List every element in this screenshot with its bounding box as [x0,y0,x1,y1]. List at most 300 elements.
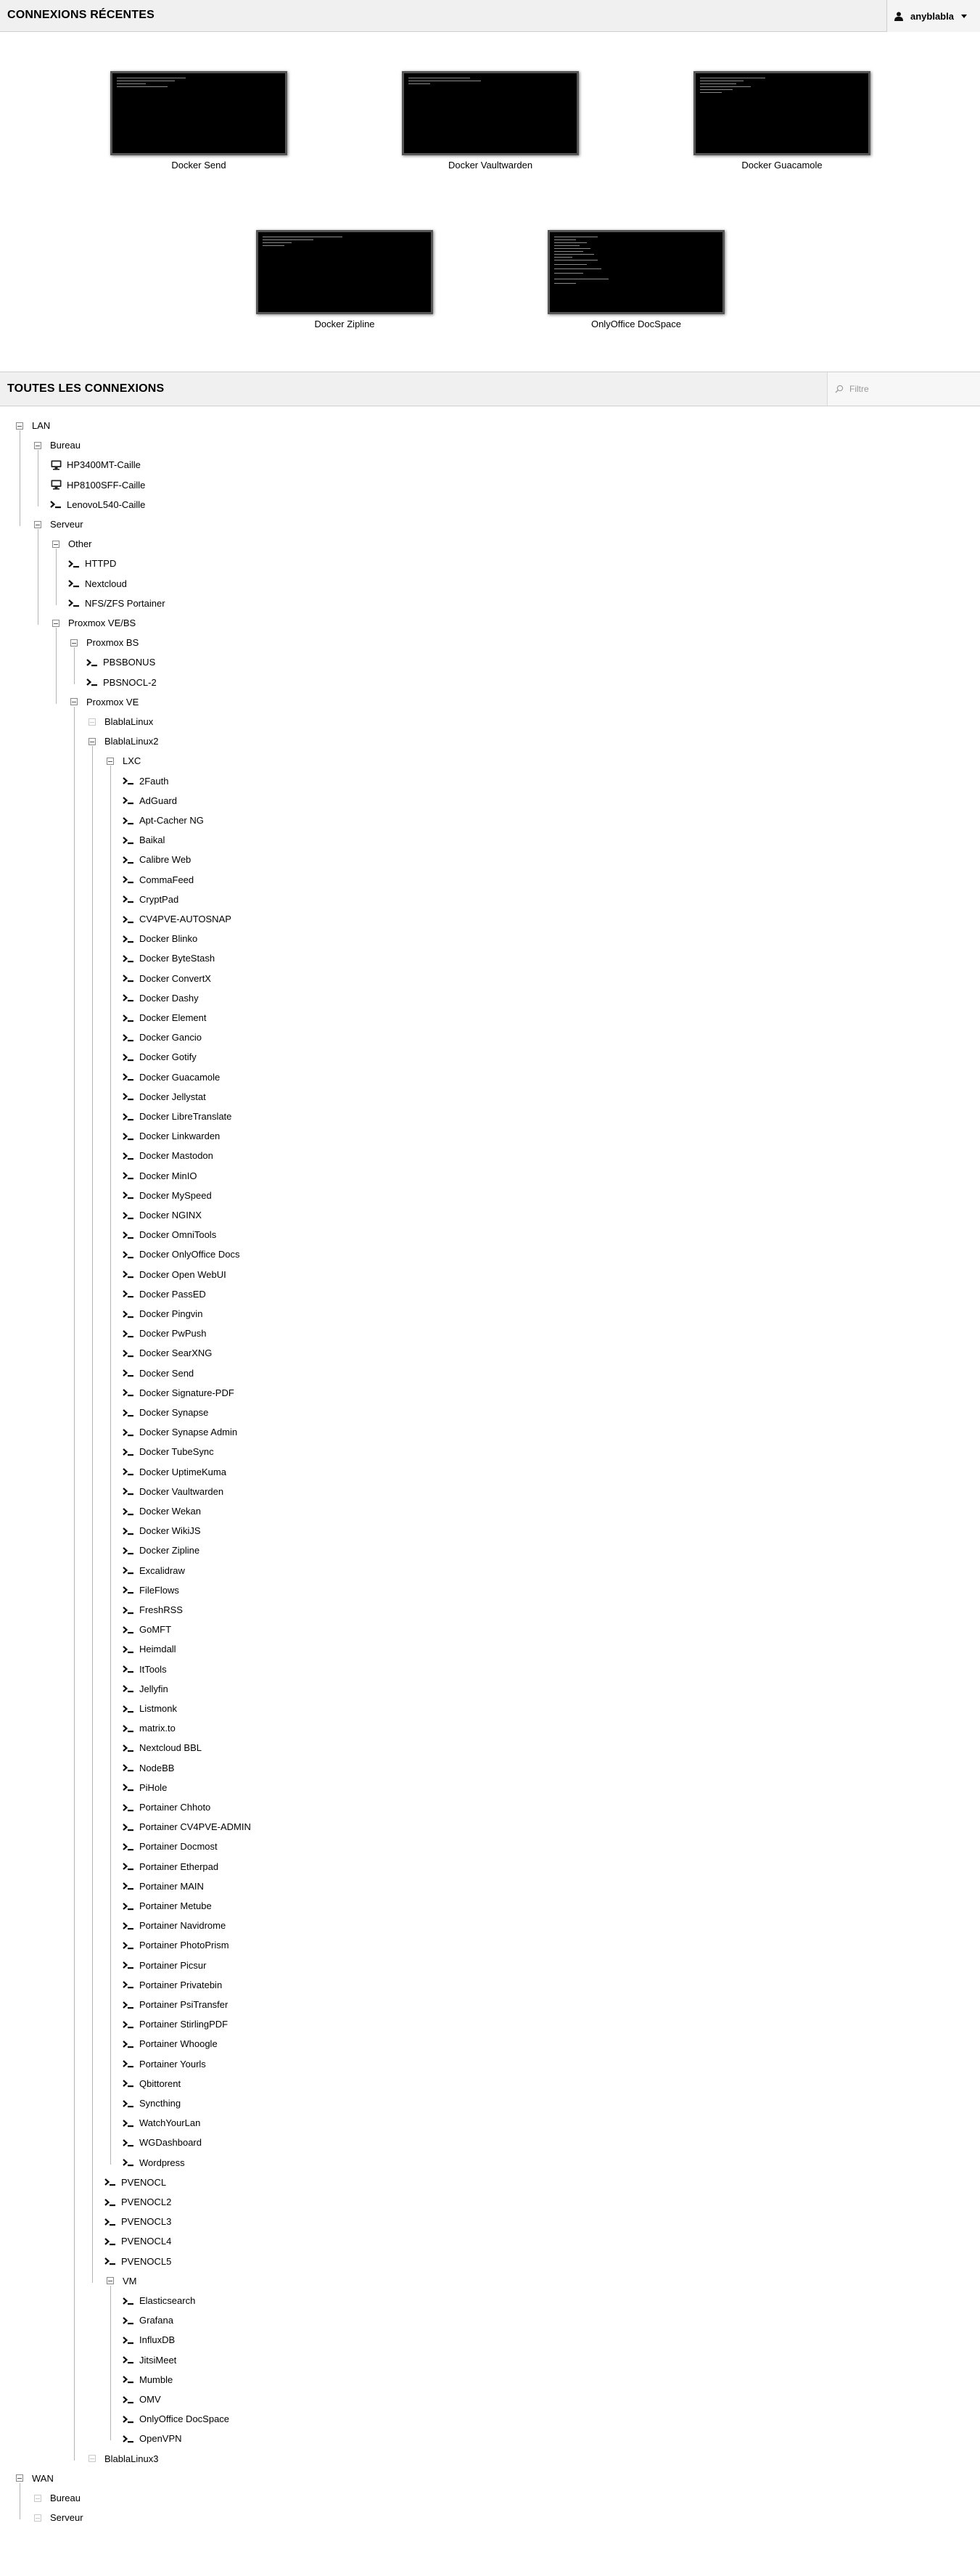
connection-item[interactable] [125,1107,231,1126]
connection-item[interactable] [125,830,165,850]
connection-label: Docker Mastodon [139,1150,213,1162]
connection-group[interactable] [52,613,136,633]
connection-label: Serveur [50,519,83,530]
terminal-icon [123,2335,134,2345]
connection-item[interactable] [125,1008,206,1027]
connection-item[interactable] [125,2330,175,2350]
terminal-icon [123,1565,134,1575]
connection-label: Docker Gancio [139,1032,202,1043]
connection-label: PVENOCL2 [121,2196,172,2207]
connection-label: Portainer Picsur [139,1959,207,1971]
connection-item[interactable] [125,1027,202,1047]
collapse-icon[interactable] [107,758,114,765]
connection-item[interactable] [125,1679,168,1699]
connection-item[interactable] [125,2074,181,2093]
connection-group[interactable] [34,514,83,534]
connection-item[interactable] [125,1501,201,1521]
connection-item[interactable] [125,2093,181,2113]
connection-label: Excalidraw [139,1564,185,1576]
connection-label: Docker Blinko [139,933,198,945]
terminal-icon [123,1033,134,1043]
collapse-icon[interactable] [70,698,78,705]
connection-item[interactable] [125,2370,173,2390]
connection-item[interactable] [125,1758,174,1778]
connection-label: Serveur [50,2512,83,2524]
connection-item[interactable] [125,1403,208,1422]
connection-label: LenovoL540-Caille [67,499,146,510]
terminal-icon [123,2000,134,2010]
connection-item[interactable] [125,1343,212,1363]
connection-item[interactable] [125,1660,167,1679]
connection-label: Docker Vaultwarden [139,1485,224,1497]
connection-item[interactable] [125,1146,213,1165]
connection-label: Docker Signature-PDF [139,1387,234,1398]
collapse-icon[interactable] [88,738,96,745]
collapse-icon[interactable] [16,422,23,430]
connection-label: Portainer Chhoto [139,1802,211,1813]
collapse-icon[interactable] [107,2277,114,2284]
connection-label: Docker Guacamole [139,1071,221,1083]
tree-guide-line [92,746,93,2283]
connection-label: Proxmox VE [86,696,139,707]
terminal-icon [104,2256,116,2266]
expand-icon[interactable] [88,2455,96,2462]
connection-label: Docker Jellystat [139,1091,206,1102]
connection-label: Docker MySpeed [139,1189,212,1201]
connection-item[interactable] [125,2291,195,2310]
connection-group[interactable] [107,751,141,771]
connection-item[interactable] [125,1422,237,1442]
terminal-icon [50,499,62,509]
connection-item[interactable] [125,988,199,1008]
recent-connection-card[interactable] [548,230,725,329]
recent-connections [0,32,980,372]
connection-item[interactable] [125,2310,173,2330]
connection-label: VM [123,2275,137,2286]
connection-item[interactable] [125,1817,251,1837]
connection-item[interactable] [125,1442,214,1461]
connection-item[interactable] [125,1186,212,1205]
connection-item[interactable] [107,2252,171,2271]
connection-item[interactable] [107,2192,171,2212]
connection-label: NodeBB [139,1762,175,1773]
terminal-icon [123,1170,134,1181]
connection-label: Bureau [50,440,81,451]
connection-label: Docker SearXNG [139,1348,213,1359]
terminal-icon [123,1546,134,1556]
connection-group[interactable] [16,2469,54,2488]
connection-item[interactable] [125,1778,167,1797]
recent-connection-card[interactable] [693,71,870,171]
connection-item[interactable] [52,475,145,495]
all-connections-header [0,372,980,406]
connection-label: Docker Dashy [139,992,199,1004]
connection-label: Nextcloud BBL [139,1742,202,1754]
terminal-icon [123,1447,134,1457]
connection-label: Docker Synapse [139,1407,209,1418]
connection-label: Docker OmniTools [139,1229,217,1241]
chevron-down-icon [961,15,967,18]
connection-label: Portainer CV4PVE-ADMIN [139,1821,251,1833]
connection-label: PVENOCL3 [121,2216,172,2228]
connection-label: Docker ByteStash [139,953,215,964]
connection-label: matrix.to [139,1723,176,1734]
terminal-icon [123,1269,134,1279]
connection-label: Portainer Whoogle [139,2038,218,2050]
terminal-icon [123,1329,134,1339]
terminal-icon [123,1309,134,1319]
terminal-icon [123,1782,134,1792]
monitor-icon [51,460,62,470]
monitor-icon [51,480,62,490]
connection-item[interactable] [107,2231,171,2251]
connection-item[interactable] [70,554,116,573]
expand-icon[interactable] [34,2514,41,2522]
terminal-icon [123,1506,134,1517]
connection-item[interactable] [125,1462,226,1482]
terminal-icon [123,1072,134,1082]
terminal-icon [104,2236,116,2247]
connection-item[interactable] [70,594,165,613]
terminal-icon [123,1408,134,1418]
connection-thumbnail [256,230,433,314]
connection-item[interactable] [125,2429,182,2448]
connection-group[interactable] [34,2488,81,2508]
connection-label: FileFlows [139,1584,179,1596]
connection-group[interactable] [34,435,81,455]
connection-item[interactable] [125,1935,229,1955]
connection-item[interactable] [125,1797,210,1817]
connection-item[interactable] [125,1896,212,1916]
connection-item[interactable] [125,969,211,988]
connection-label: Docker Linkwarden [139,1131,221,1142]
all-connections-title: TOUTES LES CONNEXIONS [7,382,165,395]
connection-label: Bureau [50,2493,81,2503]
connection-item[interactable] [88,652,155,672]
connection-item[interactable] [107,2212,171,2231]
connection-item[interactable] [125,1244,239,1264]
username: anyblabla [910,10,954,22]
connection-group[interactable] [16,416,50,435]
connection-label: Portainer Docmost [139,1841,218,1853]
terminal-icon [123,1704,134,1714]
recent-connection-label: OnlyOffice DocSpace [590,319,682,329]
collapse-icon[interactable] [34,521,41,528]
terminal-icon [123,1822,134,1832]
connection-item[interactable] [52,495,145,514]
filter-box [827,372,980,406]
connection-item[interactable] [125,1956,206,1975]
connection-item[interactable] [125,1304,202,1324]
connection-label: Docker UptimeKuma [139,1466,226,1477]
connection-item[interactable] [125,1383,234,1403]
connection-label: PVENOCL4 [121,2236,172,2247]
connection-item[interactable] [125,771,168,791]
terminal-icon [123,973,134,983]
recent-connection-card[interactable] [402,71,579,171]
terminal-icon [123,914,134,924]
connection-label: NFS/ZFS Portainer [85,597,165,609]
connection-item[interactable] [125,2113,200,2133]
terminal-icon [123,2374,134,2384]
connection-label: Apt-Cacher NG [139,815,204,826]
connection-label: Jellyfin [139,1683,168,1694]
terminal-icon [123,1348,134,1358]
terminal-icon [123,1052,134,1062]
connection-thumbnail [110,71,287,155]
collapse-icon[interactable] [52,541,59,548]
recent-connection-label: Docker Send [171,160,226,171]
connection-item[interactable] [125,1876,204,1896]
connection-item[interactable] [125,1837,218,1856]
recent-connection-card[interactable] [256,230,433,329]
collapse-icon[interactable] [52,620,59,627]
terminal-icon [123,1881,134,1891]
connection-item[interactable] [125,1284,206,1304]
terminal-icon [123,1230,134,1240]
terminal-icon [123,1091,134,1102]
connection-item[interactable] [125,2153,185,2173]
connection-item[interactable] [125,1482,223,1501]
connection-item[interactable] [125,1166,197,1186]
connection-label: CV4PVE-AUTOSNAP [139,914,231,924]
terminal-icon [123,2118,134,2128]
connection-item[interactable] [125,2350,176,2370]
connection-label: Docker Gotify [139,1051,197,1063]
recent-connection-card[interactable] [110,71,287,171]
terminal-icon [123,1250,134,1260]
connection-label: CryptPad [139,893,179,905]
connection-label: PBSBONUS [103,657,156,668]
connection-item[interactable] [125,1916,226,1935]
terminal-icon [86,657,98,668]
terminal-icon [68,578,80,588]
terminal-icon [123,1486,134,1496]
recent-connections-title: CONNEXIONS RÉCENTES [7,9,155,21]
terminal-icon [123,2157,134,2167]
connection-tree [0,406,980,2576]
tree-guide-line [56,628,57,704]
connection-label: Portainer Navidrome [139,1920,226,1932]
terminal-icon [123,2059,134,2069]
terminal-icon [123,1763,134,1773]
terminal-icon [123,1467,134,1477]
terminal-icon [123,2078,134,2088]
collapse-icon[interactable] [70,639,78,647]
connection-label: Wordpress [139,2157,185,2168]
connection-label: PVENOCL [121,2176,167,2188]
connection-item[interactable] [125,1580,179,1600]
connection-item[interactable] [125,1995,228,2014]
recent-connection-label: Docker Zipline [314,319,375,329]
terminal-icon [123,1013,134,1023]
connection-item[interactable] [125,1067,220,1087]
connection-thumbnail [693,71,870,155]
terminal-icon [123,1861,134,1871]
connection-item[interactable] [125,1541,199,1560]
terminal-icon [123,1190,134,1200]
terminal-icon [123,1723,134,1734]
expand-icon[interactable] [34,2495,41,2502]
terminal-icon [104,2177,116,2187]
terminal-icon [123,2039,134,2049]
terminal-icon [123,1940,134,1951]
terminal-icon [123,2414,134,2424]
connection-label: Docker Send [139,1367,194,1379]
connection-item[interactable] [125,1975,222,1995]
terminal-icon [123,776,134,786]
tree-guide-line [56,549,57,605]
connection-item[interactable] [125,1561,185,1580]
connection-item[interactable] [70,574,127,594]
terminal-icon [123,1664,134,1674]
connection-label: Docker Element [139,1012,207,1023]
connection-item[interactable] [125,1738,202,1757]
search-icon [835,385,844,393]
connection-item[interactable] [125,1718,176,1738]
connection-label: OMV [139,2394,161,2405]
connection-label: PiHole [139,1781,168,1793]
connection-group[interactable] [70,633,139,652]
connection-label: Portainer PhotoPrism [139,1940,229,1951]
connection-group[interactable] [70,692,139,712]
connection-group[interactable] [88,712,153,731]
recent-connection-label: Docker Guacamole [741,160,823,171]
user-menu[interactable] [886,0,980,32]
connection-item[interactable] [125,1205,202,1225]
connection-item[interactable] [88,673,157,692]
connection-label: Mumble [139,2374,173,2385]
terminal-icon [123,1842,134,1852]
collapse-icon[interactable] [16,2474,23,2482]
connection-label: Docker Open WebUI [139,1268,226,1280]
terminal-icon [123,1289,134,1299]
terminal-icon [123,1151,134,1161]
connection-label: Docker PwPush [139,1328,207,1340]
terminal-icon [123,1526,134,1536]
connection-group[interactable] [34,2508,83,2527]
connection-label: 2Fauth [139,775,169,787]
connection-label: Proxmox BS [86,637,139,649]
connection-item[interactable] [125,1620,171,1639]
terminal-icon [123,2138,134,2148]
connection-group[interactable] [52,534,92,554]
connection-group[interactable] [88,731,158,751]
connection-label: Baikal [139,834,165,846]
terminal-icon [123,795,134,805]
terminal-icon [123,2296,134,2306]
tree-guide-line [74,647,75,684]
connection-label: Portainer StirlingPDF [139,2019,228,2030]
terminal-icon [123,835,134,845]
tree-guide-line [110,2286,111,2441]
connection-item[interactable] [125,1324,206,1343]
connection-label: WGDashboard [139,2137,202,2149]
connection-label: Docker LibreTranslate [139,1111,232,1122]
terminal-icon [123,1921,134,1931]
connection-label: Elasticsearch [139,2295,196,2306]
connection-thumbnail [402,71,579,155]
terminal-icon [123,1112,134,1122]
connection-label: Docker Zipline [139,1545,200,1556]
connection-label: OnlyOffice DocSpace [139,2413,230,2425]
connection-label: Proxmox VE/BS [68,618,136,628]
recent-connections-header [0,0,980,32]
terminal-icon [123,855,134,865]
terminal-icon [123,1644,134,1654]
connection-label: PBSNOCL-2 [103,676,157,688]
connection-item[interactable] [125,2409,229,2429]
connection-label: Docker ConvertX [139,972,211,984]
connection-item[interactable] [125,2034,218,2054]
connection-group[interactable] [88,2449,158,2469]
terminal-icon [104,2217,116,2227]
terminal-icon [123,1980,134,1990]
connection-item[interactable] [125,1600,183,1620]
connection-item[interactable] [125,1639,176,1659]
connection-item[interactable] [125,2133,202,2152]
connection-item[interactable] [125,2054,206,2074]
connection-group[interactable] [107,2271,137,2291]
connection-label: LAN [32,420,51,431]
connection-item[interactable] [125,850,191,869]
connection-item[interactable] [125,948,215,968]
collapse-icon[interactable] [34,442,41,449]
terminal-icon [123,1683,134,1694]
connection-item[interactable] [125,929,197,948]
terminal-icon [68,559,80,569]
connection-item[interactable] [52,455,141,475]
connection-label: Docker Synapse Admin [139,1427,238,1438]
connection-item[interactable] [125,1126,220,1146]
terminal-icon [123,1131,134,1141]
connection-label: JitsiMeet [139,2354,177,2366]
connection-label: Docker OnlyOffice Docs [139,1249,240,1260]
connection-label: Nextcloud [85,578,127,589]
connection-label: Listmonk [139,1703,178,1714]
terminal-icon [123,953,134,964]
connection-label: Portainer Yourls [139,2058,206,2070]
filter-input[interactable] [848,383,971,395]
connection-item[interactable] [125,2390,161,2409]
connection-item[interactable] [125,791,177,811]
connection-item[interactable] [125,1225,216,1244]
connection-item[interactable] [125,890,178,909]
tree-guide-line [110,766,111,2164]
connection-item[interactable] [125,1857,218,1876]
connection-item[interactable] [125,909,231,929]
expand-icon[interactable] [88,718,96,726]
connection-label: Portainer MAIN [139,1880,204,1892]
connection-item[interactable] [125,1047,197,1067]
connection-item[interactable] [125,1087,206,1107]
connection-item[interactable] [125,2014,228,2034]
connection-label: Calibre Web [139,854,192,866]
connection-label: InfluxDB [139,2334,176,2346]
connection-label: OpenVPN [139,2433,182,2445]
connection-item[interactable] [125,1363,194,1383]
connection-item[interactable] [125,1265,226,1284]
connection-item[interactable] [125,1521,201,1541]
connection-item[interactable] [125,1699,177,1718]
terminal-icon [68,598,80,608]
terminal-icon [123,816,134,826]
connection-item[interactable] [107,2173,166,2192]
connection-label: HTTPD [85,558,117,570]
connection-item[interactable] [125,870,194,890]
connection-label: Syncthing [139,2098,181,2109]
connection-item[interactable] [125,811,204,830]
